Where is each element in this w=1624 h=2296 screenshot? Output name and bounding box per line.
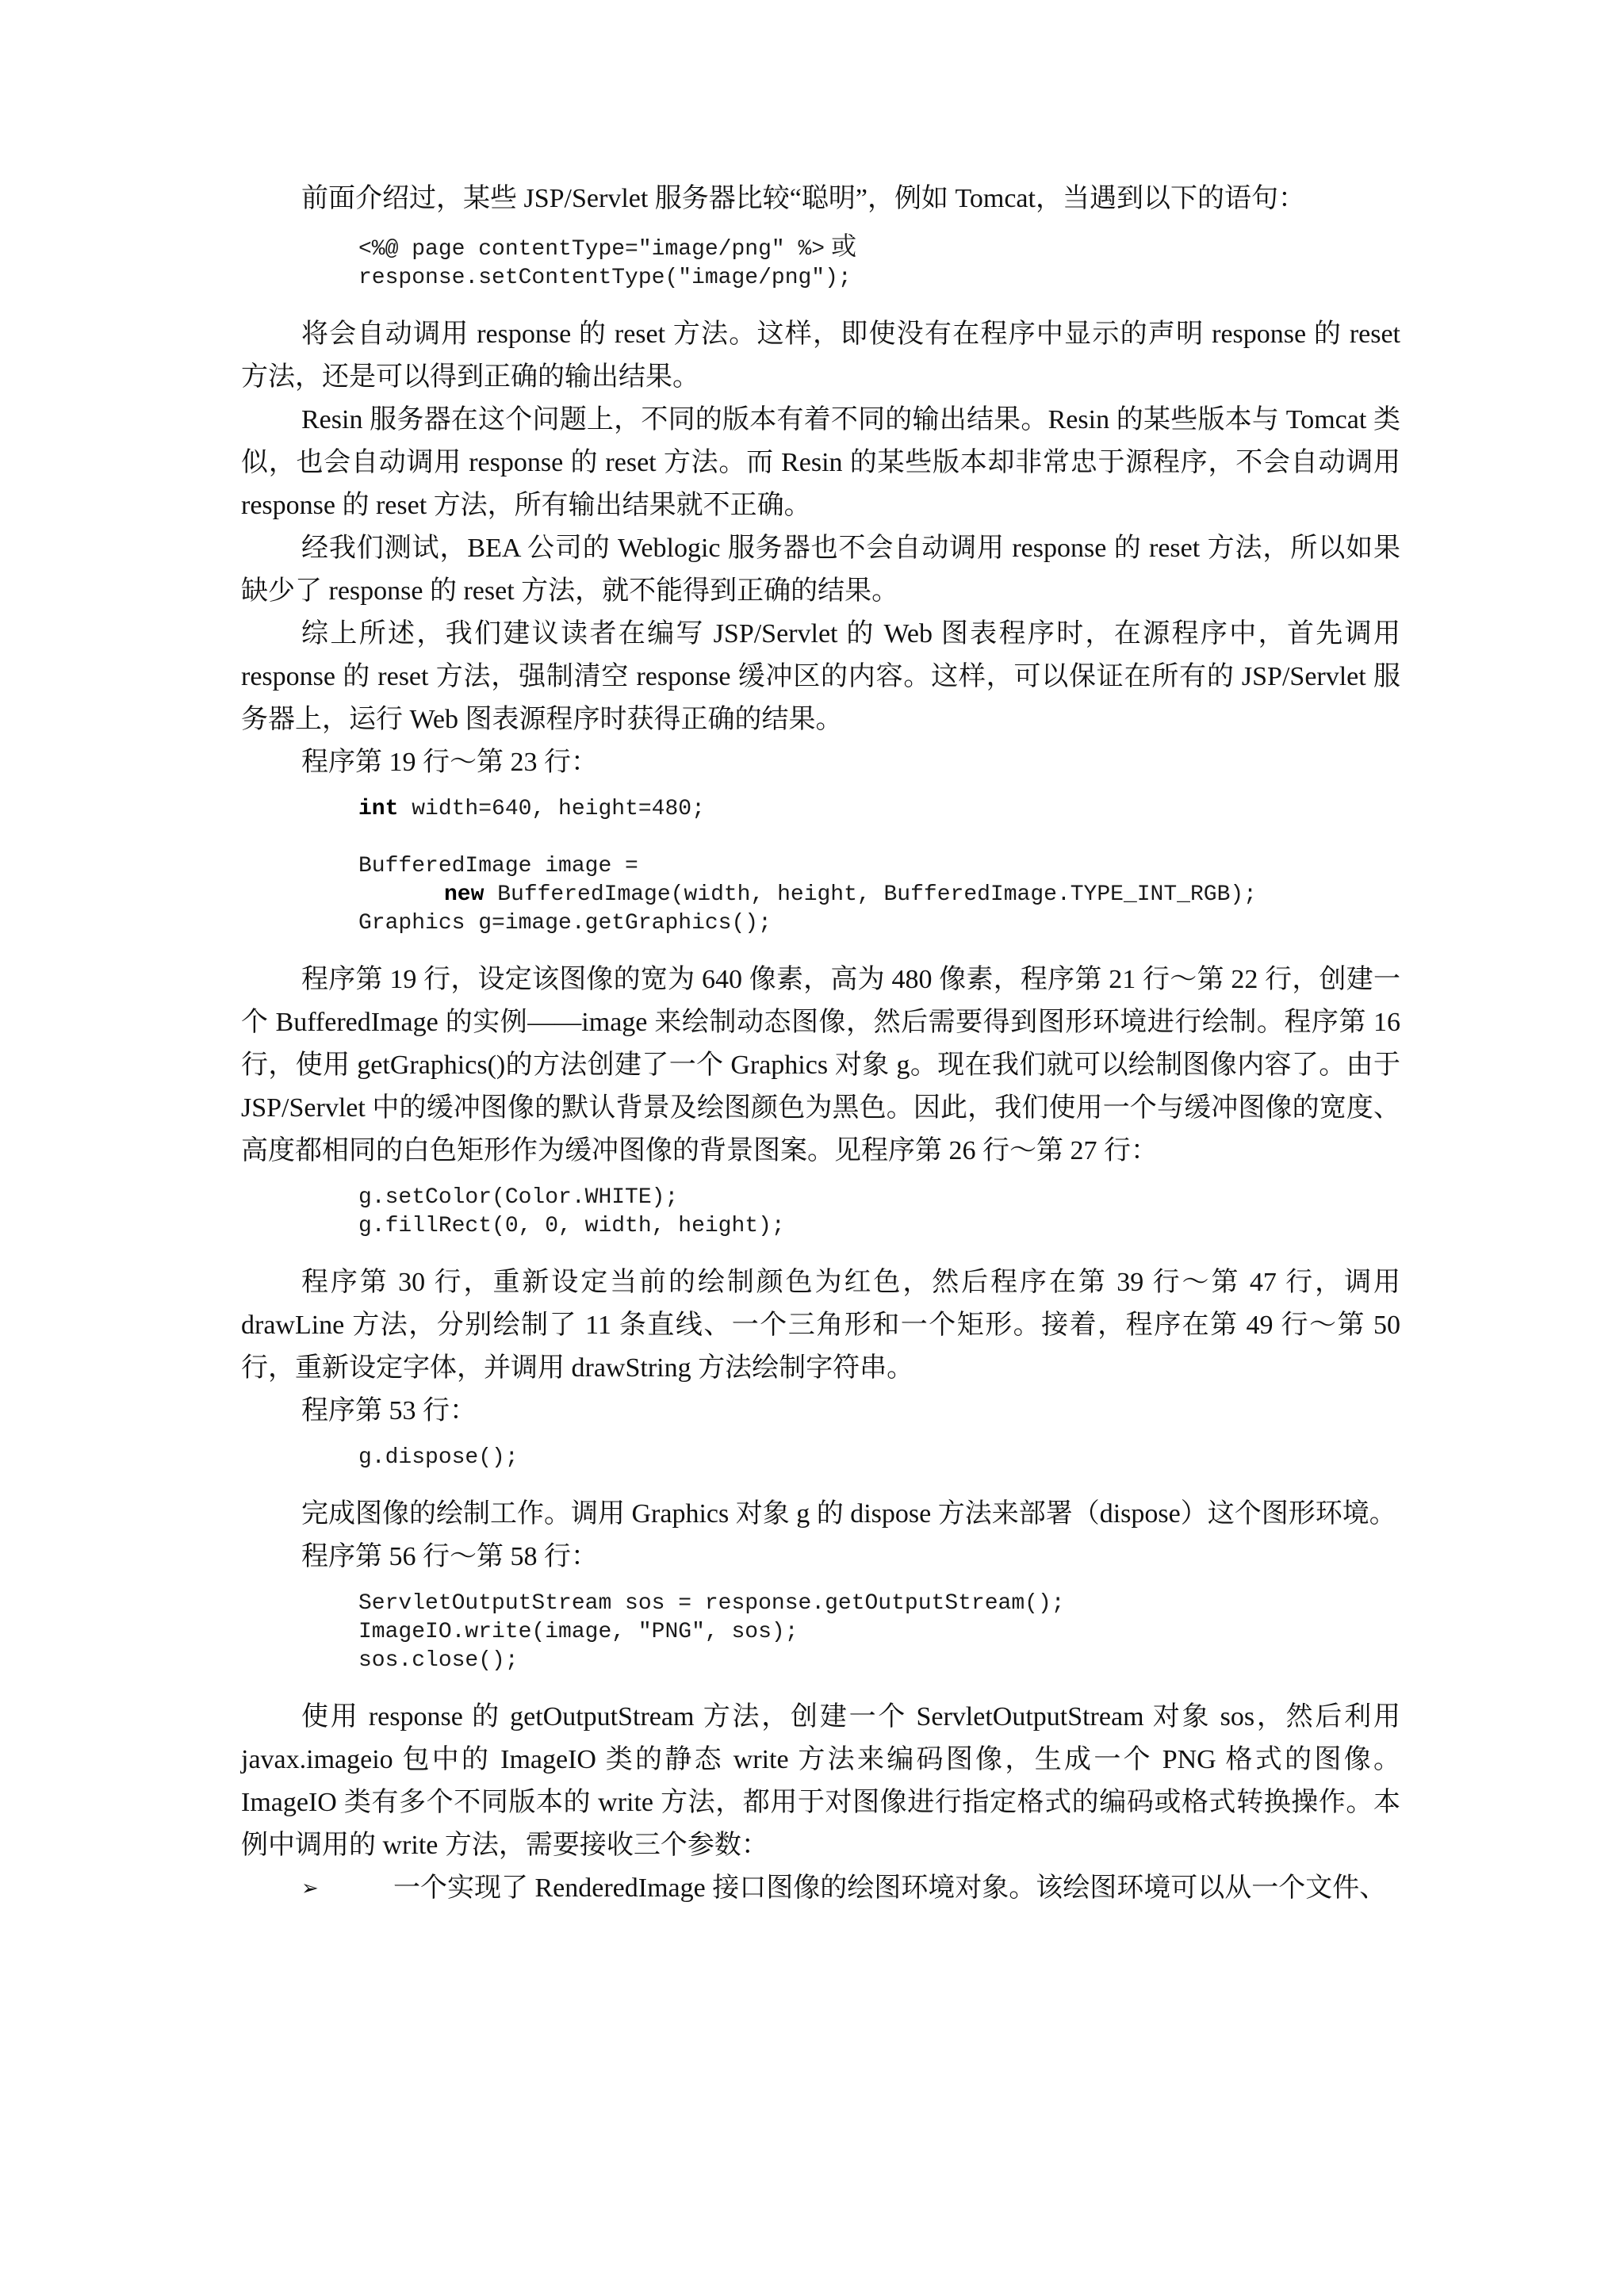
paragraph-imageio: 使用 response 的 getOutputStream 方法，创建一个 ServletOutputStream 对象 sos，然后利用 javax.imageio 包中的 ImageIO 类的静态 write 方法来编码图像，生成一个 PNG 格式的图像。ImageIO 类有多个不同版本的 write 方法，都用于对图像进行指定格式的编码或格式转换操作。本例中调用的 write 方法，需要接收三个参数： [241, 1702, 1400, 1860]
code-block-fill-rect [358, 1184, 1400, 1241]
code-line: Graphics g=image.getGraphics(); [358, 911, 772, 936]
code-line-suffix: 或 [825, 232, 857, 260]
code-line: sos.close(); [358, 1648, 519, 1673]
code-line: BufferedImage image = [358, 854, 638, 878]
code-keyword: int [358, 797, 399, 821]
code-line: <%@ page contentType="image/png" %> [358, 237, 825, 262]
code-keyword: new [444, 882, 485, 907]
code-line: response.setContentType("image/png"); [358, 266, 852, 290]
paragraph-weblogic: 经我们测试，BEA 公司的 Weblogic 服务器也不会自动调用 response 的 reset 方法，所以如果缺少了 response 的 reset 方法，就不能得到正确的结果。 [241, 534, 1400, 606]
arrow-bullet-icon: ➢ [301, 1877, 319, 1900]
code-line: width=640, height=480; [398, 797, 705, 821]
paragraph-summary: 综上所述，我们建议读者在编写 JSP/Servlet 的 Web 图表程序时，在源程序中，首先调用 response 的 reset 方法，强制清空 response 缓冲区的内容。这样，可以保证在所有的 JSP/Servlet 服务器上，运行 Web 图表源程序时获得正确的结果。 [241, 619, 1400, 734]
bullet-text: 一个实现了 RenderedImage 接口图像的绘图环境对象。该绘图环境可以从一个文件、 [393, 1873, 1387, 1903]
code-line: g.setColor(Color.WHITE); [358, 1185, 679, 1210]
code-line: ImageIO.write(image, "PNG", sos); [358, 1620, 799, 1644]
paragraph-drawing: 程序第 30 行，重新设定当前的绘制颜色为红色，然后程序在第 39 行～第 47 行，调用 drawLine 方法，分别绘制了 11 条直线、一个三角形和一个矩形。接着，程序在第 49 行～第 50 行，重新设定字体，并调用 drawString 方法绘制字符串。 [241, 1268, 1400, 1383]
code-block-dispose [358, 1444, 1400, 1472]
code-block-buffered-image [358, 795, 1400, 938]
paragraph-lines-56-58: 程序第 56 行～第 58 行： [301, 1542, 598, 1571]
paragraph-dispose: 完成图像的绘制工作。调用 Graphics 对象 g 的 dispose 方法来部署（dispose）这个图形环境。 [301, 1499, 1396, 1529]
code-line: g.dispose(); [358, 1445, 519, 1470]
paragraph-line-53: 程序第 53 行： [301, 1396, 477, 1425]
code-block-output-stream [358, 1590, 1400, 1675]
code-line: ServletOutputStream sos = response.getOutputStream(); [358, 1591, 1065, 1616]
paragraph-intro: 前面介绍过，某些 JSP/Servlet 服务器比较“聪明”，例如 Tomcat，当遇到以下的语句： [301, 184, 1305, 213]
code-line: BufferedImage(width, height, BufferedImage.TYPE_INT_RGB); [484, 882, 1257, 907]
bullet-item [241, 1867, 1400, 1910]
code-block-content-type [358, 232, 1400, 293]
paragraph-reset-auto: 将会自动调用 response 的 reset 方法。这样，即使没有在程序中显示的声明 response 的 reset 方法，还是可以得到正确的输出结果。 [241, 320, 1400, 392]
paragraph-resin: Resin 服务器在这个问题上，不同的版本有着不同的输出结果。Resin 的某些版本与 Tomcat 类似，也会自动调用 response 的 reset 方法。而 Resin 的某些版本却非常忠于源程序，不会自动调用 response 的 reset 方法，所有输出结果就不正确。 [241, 405, 1400, 520]
code-line: g.fillRect(0, 0, width, height); [358, 1214, 785, 1238]
paragraph-lines-19-23: 程序第 19 行～第 23 行： [301, 748, 598, 777]
paragraph-explanation: 程序第 19 行，设定该图像的宽为 640 像素，高为 480 像素，程序第 21 行～第 22 行，创建一个 BufferedImage 的实例——image 来绘制动态图像，然后需要得到图形环境进行绘制。程序第 16 行，使用 getGraphics()的方法创建了一个 Graphics 对象 g。现在我们就可以绘制图像内容了。由于 JSP/Servlet 中的缓冲图像的默认背景及绘图颜色为黑色。因此，我们使用一个与缓冲图像的宽度、高度都相同的白色矩形作为缓冲图像的背景图案。见程序第 26 行～第 27 行： [241, 965, 1400, 1165]
document-page [241, 178, 1400, 1910]
